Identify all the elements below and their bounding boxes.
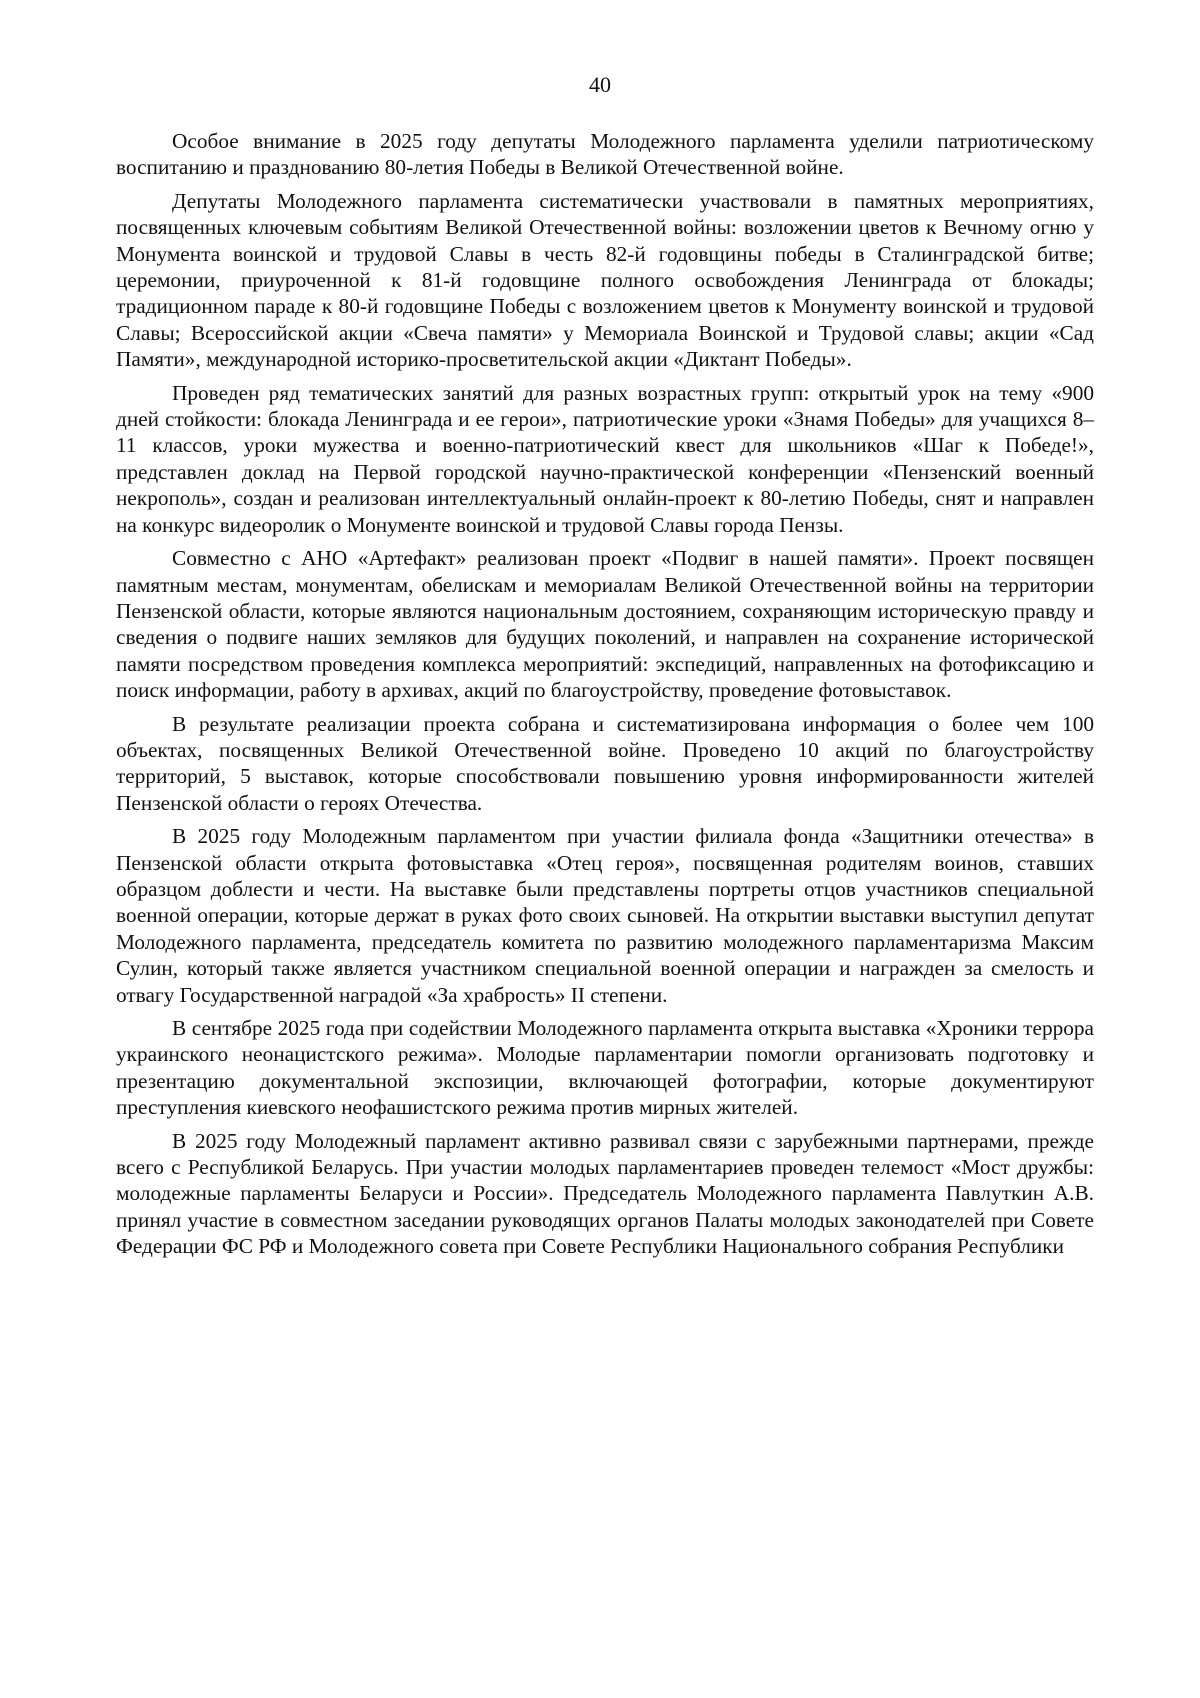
paragraph-foreign-relations: В 2025 году Молодежный парламент активно развивал связи с зарубежными партнерами, прежде всего с Республикой Беларусь. При участии молодых парламентариев проведен телемост «Мост дружбы: молодежные парламенты Беларуси и России». Председатель Молодежного парламента Павлуткин А.В. принял участие в совместном заседании руководящих органов Палаты молодых законодателей при Совете Федерации ФС РФ и Молодежного совета при Совете Республики Национального собрания Республики [116,1128,1094,1259]
page-number: 40 [589,72,611,97]
paragraph-photo-exhibition: В 2025 году Молодежным парламентом при участии филиала фонда «Защитники отечества» в Пензенской области открыта фотовыставка «Отец героя», посвященная родителям воинов, ставших образцом доблести и чести. На выставке были представлены портреты отцов участников специальной военной операции, которые держат в руках фото своих сыновей. На открытии выставки выступил депутат Молодежного парламента, председатель комитета по развитию молодежного парламентаризма Максим Сулин, который также является участником специальной военной операции и награжден за смелость и отвагу Государственной наградой «За храбрость» II степени. [116,824,1094,1007]
paragraph-artefact-project: Совместно с АНО «Артефакт» реализован проект «Подвиг в нашей памяти». Проект посвящен памятным местам, монументам, обелискам и мемориалам Великой Отечественной войны на территории Пензенской области, которые являются национальным достоянием, сохраняющим историческую правду и сведения о подвиге наших земляков для будущих поколений, и направлен на сохранение исторической памяти посредством проведения комплекса мероприятий: экспедиций, направленных на фотофиксацию и поиск информации, работу в архивах, акций по благоустройству, проведение фотовыставок. [116,546,1094,703]
document-body [116,128,1094,1267]
paragraph-thematic-lessons: Проведен ряд тематических занятий для разных возрастных групп: открытый урок на тему «900 дней стойкости: блокада Ленинграда и ее герои», патриотические уроки «Знамя Победы» для учащихся 8–11 классов, уроки мужества и военно-патриотический квест для школьников «Шаг к Победе!», представлен доклад на Первой городской научно-практической конференции «Пензенский военный некрополь», создан и реализован интеллектуальный онлайн-проект к 80-летию Победы, снят и направлен на конкурс видеоролик о Монументе воинской и трудовой Славы города Пензы. [116,380,1094,537]
paragraph-patriotic-focus: Особое внимание в 2025 году депутаты Молодежного парламента уделили патриотическому воспитанию и празднованию 80-летия Победы в Великой Отечественной войне. [116,129,1094,180]
paragraph-project-results: В результате реализации проекта собрана и систематизирована информация о более чем 100 объектах, посвященных Великой Отечественной войне. Проведено 10 акций по благоустройству территорий, 5 выставок, которые способствовали повышению уровня информированности жителей Пензенской области о героях Отечества. [116,711,1094,815]
paragraph-terror-chronicles: В сентябре 2025 года при содействии Молодежного парламента открыта выставка «Хроники террора украинского неонацистского режима». Молодые парламентарии помогли организовать подготовку и презентацию документальной экспозиции, включающей фотографии, которые документируют преступления киевского неофашистского режима против мирных жителей. [116,1016,1094,1120]
paragraph-memorial-events: Депутаты Молодежного парламента систематически участвовали в памятных мероприятиях, посвященных ключевым событиям Великой Отечественной войны: возложении цветов к Вечному огню у Монумента воинской и трудовой Славы в честь 82-й годовщины победы в Сталинградской битве; церемонии, приуроченной к 81-й годовщине полного освобождения Ленинграда от блокады; традиционном параде к 80-й годовщине Победы с возложением цветов к Монументу воинской и трудовой Славы; Всероссийской акции «Свеча памяти» у Мемориала Воинской и Трудовой славы; акции «Сад Памяти», международной историко-просветительской акции «Диктант Победы». [116,188,1094,372]
